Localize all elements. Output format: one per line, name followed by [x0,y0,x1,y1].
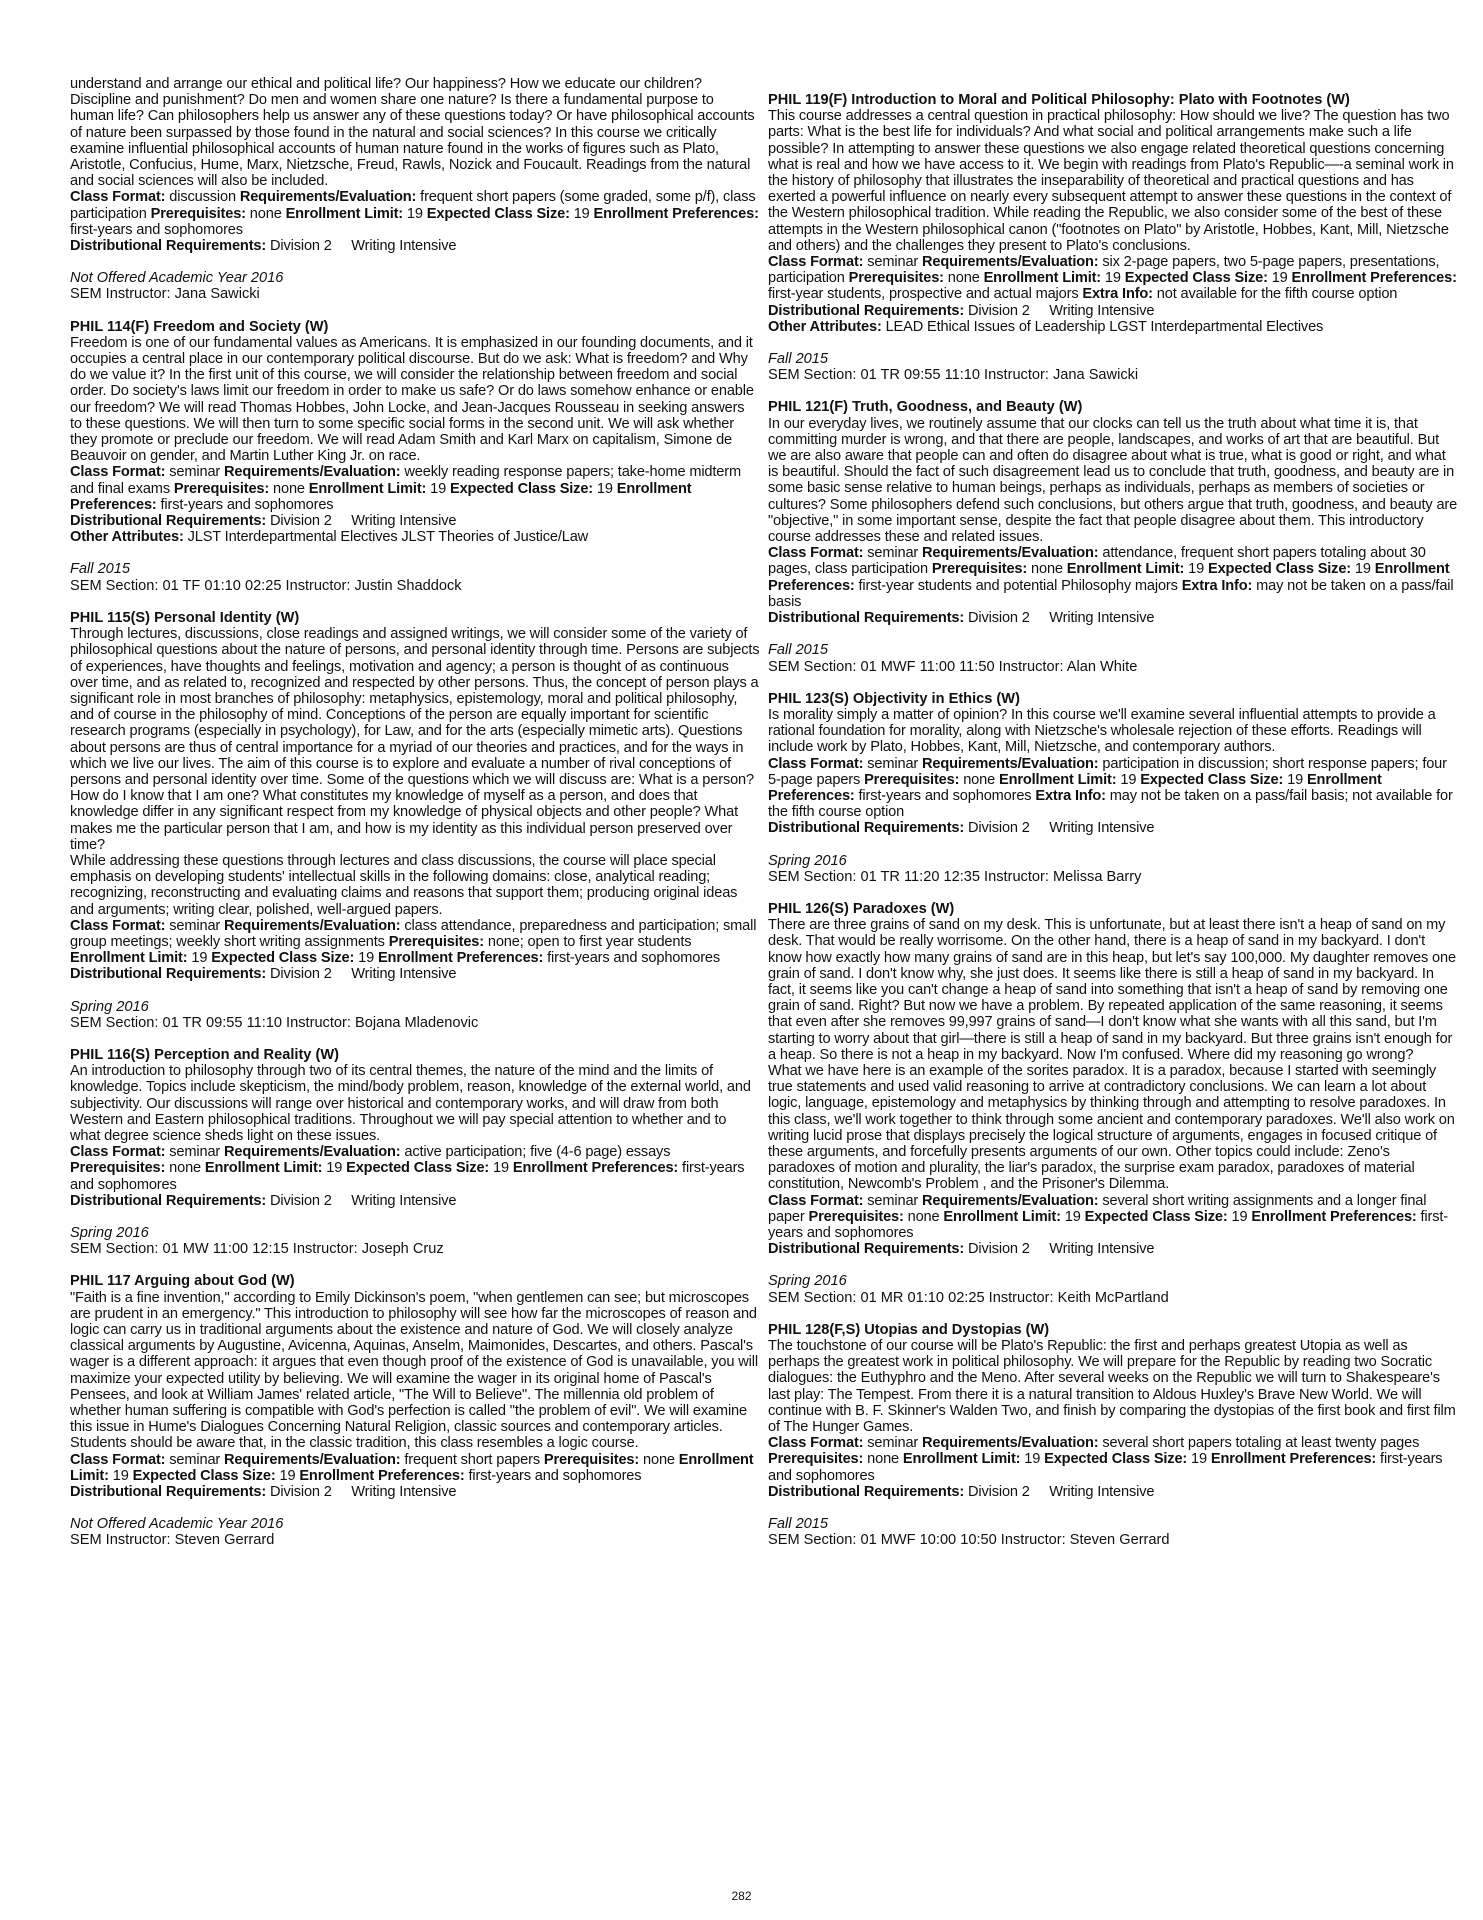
meta-label: Expected Class Size: [1084,1208,1228,1225]
right-column [768,92,1458,1564]
meta-value: 19 [1227,1208,1252,1225]
course-entry [768,92,1458,383]
meta-label: Expected Class Size: [211,950,355,967]
meta-value: seminar [165,1451,225,1468]
meta-value: none [165,1160,205,1177]
meta-label: Expected Class Size: [1208,561,1352,578]
course-requirements [70,464,760,513]
course-entry [70,1047,760,1257]
meta-label: Expected Class Size: [426,205,570,222]
meta-label: Extra Info: [1035,787,1106,804]
course-term: Fall 2015 [768,642,829,659]
dist-value: Division 2 Writing Intensive [270,966,457,983]
meta-label: Prerequisites: [150,205,246,222]
course-section: SEM Instructor: Jana Sawicki [70,286,260,303]
course-requirements [768,545,1458,610]
extra-info-value: not available for the fifth course option [1152,286,1398,303]
meta-label: Class Format: [70,917,166,934]
meta-value: first-years and sophomores [543,950,721,967]
course-title: PHIL 116(S) Perception and Reality (W) [70,1046,339,1063]
meta-value: frequent short papers [400,1451,544,1468]
meta-label: Class Format: [70,189,166,206]
course-section: SEM Section: 01 TR 09:55 11:10 Instructor: Bojana Mladenovic [70,1014,479,1031]
course-requirements [70,918,760,967]
meta-value: 19 [187,950,212,967]
meta-label: Expected Class Size: [346,1160,490,1177]
meta-label: Enrollment Preferences: [768,771,1382,804]
distributional-requirements [768,303,1458,319]
meta-label: Enrollment Preferences: [299,1467,465,1484]
course-section: SEM Instructor: Steven Gerrard [70,1532,275,1549]
meta-label: Enrollment Preferences: [512,1160,679,1177]
meta-label: Requirements/Evaluation: [922,545,1099,562]
distributional-requirements [70,966,760,982]
meta-label: Prerequisites: [808,1208,904,1225]
course-entry [768,691,1458,885]
course-requirements [70,1144,760,1193]
dist-label: Distributional Requirements: [768,1241,965,1258]
meta-label: Enrollment Limit: [285,205,404,222]
dist-value: Division 2 Writing Intensive [270,1484,457,1501]
meta-label: Requirements/Evaluation: [922,1192,1099,1209]
course-section: SEM Section: 01 MWF 11:00 11:50 Instructor: Alan White [768,658,1138,675]
meta-label: Enrollment Preferences: [70,480,692,513]
meta-label: Class Format: [70,1451,166,1468]
meta-label: Enrollment Limit: [308,480,427,497]
meta-value: 19 [426,480,450,497]
meta-value: seminar [863,1192,923,1209]
dist-value: Division 2 Writing Intensive [968,1241,1155,1258]
dist-value: Division 2 Writing Intensive [968,820,1155,837]
other-label: Other Attributes: [768,318,882,335]
meta-value: 19 [1351,561,1375,578]
course-requirements [768,756,1458,821]
meta-value: active participation; five (4-6 page) essays [400,1144,671,1161]
course-entry [70,319,760,594]
dist-value: Division 2 Writing Intensive [968,302,1155,319]
other-attributes [70,529,760,545]
meta-value: none [1027,561,1067,578]
course-title: PHIL 119(F) Introduction to Moral and Political Philosophy: Plato with Footnotes (W) [768,92,1350,108]
other-value: LEAD Ethical Issues of Leadership LGST Interdepartmental Electives [885,318,1324,335]
dist-value: Division 2 Writing Intensive [270,513,457,530]
course-section: SEM Section: 01 TR 09:55 11:10 Instructor: Jana Sawicki [768,367,1139,384]
meta-label: Prerequisites: [173,480,270,497]
other-attributes [768,319,1458,335]
course-description: "Faith is a fine invention," according to Emily Dickinson's poem, "when gentlemen can see; but microscopes are prudent in an emergency." This introduction to philosophy will see how far the microscopes of reason and logic can carry us in traditional arguments about the existence and nature of God. We will closely analyze classical arguments by Augustine, Avicenna, Aquinas, Anselm, Maimonides, Descartes, and others. Pascal's wager is a different approach: it argues that even though proof of the existence of God is unavailable, you will maximize your expected utility by believing. We will examine the wager in its original home of Pascal's Pensees, and look at William James' related article, "The Will to Believe". The millennia old problem of whether human suffering is compatible with God's perfection is called "the problem of evil". We will examine this issue in Hume's Dialogues Concerning Natural Religion, classic sources and contemporary articles. Students should be aware that, in the classic tradition, this class resembles a logic course. [70,1289,758,1452]
meta-label: Enrollment Limit: [1066,561,1185,578]
meta-value: 19 [1101,270,1125,287]
other-value: JLST Interdepartmental Electives JLST Theories of Justice/Law [187,529,589,546]
meta-label: Enrollment Limit: [70,1451,754,1484]
meta-value: first-years and sophomores [854,787,1036,804]
extra-info-label: Extra Info: [1082,286,1153,303]
dist-label: Distributional Requirements: [70,1484,267,1501]
course-description: understand and arrange our ethical and political life? Our happiness? How we educate our children? Discipline and punishment? Do men and women share one nature? Is there a fundamental purpose to human life? Can philosophers help us answer any of these questions today? Or have philosophical accounts of nature been surpassed by those found in the natural and social sciences? In this course we critically examine influential philosophical accounts of human nature found in the works of figures such as Plato, Aristotle, Confucius, Hume, Marx, Nietzsche, Freud, Rawls, Nozick and Foucault. Readings from the natural and social sciences will also be included. [70,76,755,190]
meta-value: seminar [165,917,225,934]
dist-label: Distributional Requirements: [768,1483,965,1500]
course-description: Through lectures, discussions, close readings and assigned writings, we will consider some of the variety of philosophical questions about the nature of persons, and personal identity through time. Persons are subjects of experiences, have thoughts and feelings, motivation and agency; a person is thought of as continuous over time, and as related to, recognized and respected by other persons. Thus, the concept of person plays a significant role in most branches of philosophy: metaphysics, epistemology, moral and political philosophy, and of course in the philosophy of mind. Conceptions of the person are equally important for scientific research programs (especially in psychology), for Law, and for the arts (especially mimetic arts). Questions about persons are thus of central importance for a myriad of our theories and practices, and for the ways in which we live our lives. The aim of this course is to explore and evaluate a number of rival conceptions of persons and personal identity over time. Some of the questions which we will discuss are: What is a person? How do I know that I am one? What constitutes my knowledge of myself as a person, and does that knowledge differ in any significant respect from my knowledge of physical objects and other people? What makes me the particular person that I am, and how is my identity as this individual person preserved over time? [70,626,760,853]
dist-label: Distributional Requirements: [768,302,965,319]
distributional-requirements [768,1484,1458,1500]
meta-label: Extra Info: [1181,577,1253,594]
meta-label: Expected Class Size: [1140,771,1284,788]
distributional-requirements [70,238,760,254]
course-title: PHIL 126(S) Paradoxes (W) [768,900,955,917]
meta-value: seminar [863,254,923,271]
meta-value: discussion [165,189,240,206]
meta-value: 19 [108,1467,133,1484]
dist-label: Distributional Requirements: [70,238,267,255]
meta-label: Prerequisites: [388,933,484,950]
page-number: 282 [731,1889,752,1903]
distributional-requirements [768,1241,1458,1257]
course-entry [768,399,1458,674]
course-requirements [70,189,760,238]
course-term: Spring 2016 [70,998,149,1015]
meta-value: attendance, frequent short papers totaling about 30 pages, class participation [768,545,1426,578]
meta-label: Enrollment Limit: [204,1160,323,1177]
course-description-continued: While addressing these questions through lectures and class discussions, the course will place special emphasis on developing students' intellectual skills in the following domains: close, analytical reading; recognizing, reconstructing and evaluating claims and reasons that support them; producing original ideas and arguments; writing clear, polished, well-argued papers. [70,852,738,918]
distributional-requirements [70,1193,760,1209]
meta-label: Enrollment Preferences: [593,205,759,222]
course-description: In our everyday lives, we routinely assume that our clocks can tell us the truth about what time it is, that committing murder is wrong, and that there are people, landscapes, and works of art that are beautiful. But we are also aware that people can and often do disagree about what is true, what is good or right, and what is beautiful. Should the fact of such disagreement lead us to conclude that truth, goodness, and beauty are in some basic sense relative to human beings, perhaps as individuals, perhaps as members of societies or cultures? Some philosophers defend such conclusions, but others argue that truth, goodness, and beauty are "objective," in some important sense, despite the fact that people disagree about them. This introductory course addresses these and related issues. [768,415,1458,546]
meta-label: Requirements/Evaluation: [239,189,417,206]
meta-value: 19 [1184,561,1208,578]
meta-label: Enrollment Limit: [983,270,1102,287]
meta-label: Expected Class Size: [1044,1451,1188,1468]
course-title: PHIL 115(S) Personal Identity (W) [70,609,300,626]
meta-value: 19 [569,205,594,222]
meta-value: first-years and sophomores [70,1160,745,1193]
meta-value: first-year students and potential Philosophy majors [854,577,1182,594]
course-description: This course addresses a central question in practical philosophy: How should we live? The question has two parts: What is the best life for individuals? And what social and political arrangements make such a life possible? In attempting to answer these questions we also engage related theoretical questions concerning what is real and how we have access to it. We begin with readings from Plato's Republic—-a seminal work in the history of philosophy that illustrates the inseparability of theoretical and practical questions and has exerted a powerful influence on nearly every subsequent attempt to answer these questions in the context of the Western philosophical tradition. While reading the Republic, we also consider some of the best of these attempts in the Western philosophical canon ("footnotes on Plato" by Aristotle, Hobbes, Kant, Mill, Nietzsche and others) and the challenges they present to Plato's conclusions. [768,108,1454,254]
course-description: There are three grains of sand on my desk. This is unfortunate, but at least there isn't a heap of sand on my desk. That would be really worrisome. On the other hand, there is a heap of sand in my backyard. I don't know how exactly how many grains of sand are in this heap, but let's say 100,000. My daughter removes one grain of sand. I don't know why, she just does. It seems like there is still a heap of sand in my backyard. In fact, it seems like you can't change a heap of sand into something that isn't a heap of sand by removing one grain of sand. Right? But now we have a problem. By repeated application of the same reasoning, it seems that even after she removes 99,997 grains of sand—I don't know what she wants with all this sand, but I'm starting to worry about that girl—there is still a heap of sand in my backyard. But three grains isn't enough for a heap. So there is not a heap in my backyard. Now I'm confused. Where did my reasoning go wrong? [768,917,1456,1063]
meta-value: may not be taken on a pass/fail basis [768,577,1454,610]
meta-label: Enrollment Preferences: [768,561,1450,594]
meta-value: class attendance, preparedness and participation; small group meetings; weekly short writing assignments [70,917,757,950]
course-term: Spring 2016 [70,1225,149,1241]
meta-label: Requirements/Evaluation: [224,917,401,934]
course-term: Spring 2016 [768,1273,847,1290]
distributional-requirements [768,610,1458,626]
meta-value: first-years and sophomores [768,1208,1448,1241]
meta-value: 19 [593,480,617,497]
meta-value: none; open to first year students [483,933,692,950]
dist-value: Division 2 Writing Intensive [270,1192,457,1209]
meta-label: Requirements/Evaluation: [224,1451,401,1468]
course-term: Fall 2015 [70,561,131,578]
meta-label: Prerequisites: [931,561,1028,578]
course-requirements [768,1435,1458,1484]
meta-label: Enrollment Limit: [902,1451,1021,1468]
meta-label: Class Format: [768,545,864,562]
course-term: Fall 2015 [768,351,829,368]
course-section: SEM Section: 01 TF 01:10 02:25 Instructor: Justin Shaddock [70,577,462,594]
meta-value: seminar [863,545,923,562]
meta-label: Prerequisites: [848,270,944,287]
dist-label: Distributional Requirements: [70,966,267,983]
dist-label: Distributional Requirements: [768,610,965,627]
meta-value: 19 [489,1160,513,1177]
course-title: PHIL 121(F) Truth, Goodness, and Beauty (W) [768,399,1083,416]
meta-value: none [269,480,309,497]
meta-value: six 2-page papers, two 5-page papers, presentations, participation [768,254,1440,287]
meta-value: several short writing assignments and a longer final paper [768,1192,1427,1225]
course-entry [70,610,760,1031]
course-term: Not Offered Academic Year 2016 [70,270,284,287]
meta-value: 19 [1267,270,1292,287]
meta-value: 19 [1020,1451,1045,1468]
meta-label: Prerequisites: [864,771,960,788]
meta-value: several short papers totaling at least twenty pages [1098,1435,1420,1452]
meta-value: seminar [863,755,923,772]
course-title: PHIL 128(F,S) Utopias and Dystopias (W) [768,1321,1050,1338]
meta-value: 19 [1116,771,1141,788]
meta-value: none [245,205,286,222]
meta-value: seminar [165,464,225,481]
meta-label: Requirements/Evaluation: [922,1435,1099,1452]
meta-label: Expected Class Size: [1124,270,1268,287]
meta-value: none [943,270,984,287]
course-term: Fall 2015 [768,1516,829,1533]
meta-value: none [959,771,999,788]
course-entry [768,901,1458,1306]
course-requirements [70,1452,760,1484]
course-title: PHIL 117 Arguing about God (W) [70,1273,295,1290]
course-entry [70,1273,760,1548]
course-term: Spring 2016 [768,852,847,869]
course-intro [70,76,760,303]
meta-value: seminar [863,1435,923,1452]
meta-value: none [863,1451,903,1468]
meta-value: 19 [275,1467,300,1484]
meta-value: first-years and sophomores [464,1467,642,1484]
meta-value: none [903,1208,944,1225]
course-description-continued: What we have here is an example of the sorites paradox. It is a paradox, because I started with seemingly true statements and used valid reasoning to arrive at contradictory conclusions. We can learn a lot about logic, language, epistemology and metaphysics by thinking through and attempting to resolve paradoxes. In this class, we'll work together to think through some ancient and contemporary paradoxes. We'll also work on writing lucid prose that displays precisely the logical structure of arguments, engages in focused critique of these arguments, and forcefully presents arguments of our own. Other topics could include: Zeno's paradoxes of motion and plurality, the liar's paradox, the surprise exam paradox, paradoxes of material constitution, Newcomb's Problem , and the Prisoner's Dilemma. [768,1062,1455,1193]
course-section: SEM Section: 01 MW 11:00 12:15 Instructor: Joseph Cruz [70,1241,444,1258]
meta-label: Class Format: [768,755,864,772]
meta-value: participation in discussion; short response papers; four 5-page papers [768,755,1447,788]
course-description: An introduction to philosophy through two of its central themes, the nature of the mind and the limits of knowledge. Topics include skepticism, the mind/body problem, reason, knowledge of the external world, and subjectivity. Our discussions will range over historical and contemporary works, and will draw from both Western and Eastern philosophical traditions. Throughout we will pay special attention to whether and to what degree science sheds light on these issues. [70,1063,751,1144]
meta-label: Class Format: [70,464,166,481]
course-section: SEM Section: 01 MR 01:10 02:25 Instructor: Keith McPartland [768,1289,1169,1306]
course-description: The touchstone of our course will be Plato's Republic: the first and perhaps greatest Utopia as well as perhaps the greatest work in political philosophy. We will prepare for the Republic by reading two Socratic dialogues: the Euthyphro and the Meno. After several weeks on the Republic we will turn to Shakespeare's last play: The Tempest. From there it is a natural transition to Aldous Huxley's Brave New World. We will continue with B. F. Skinner's Walden Two, and finish by comparing the dystopias of the first book and first film of The Hunger Games. [768,1338,1456,1436]
course-title: PHIL 123(S) Objectivity in Ethics (W) [768,690,1020,707]
course-requirements [768,1193,1458,1242]
meta-label: Enrollment Preferences: [1251,1208,1417,1225]
meta-value: 19 [354,950,378,967]
course-requirements [768,254,1458,303]
meta-value: 19 [1060,1208,1085,1225]
meta-label: Class Format: [768,1192,864,1209]
meta-label: Prerequisites: [768,1451,864,1468]
meta-value: none [639,1451,679,1468]
meta-value: 19 [1283,771,1307,788]
meta-label: Class Format: [768,254,864,271]
meta-value: frequent short papers (some graded, some p/f), class participation [70,189,756,222]
meta-value: first-years and sophomores [156,496,334,513]
meta-value: first-year students, prospective and actual majors [768,286,1079,303]
meta-label: Enrollment Limit: [999,771,1117,788]
distributional-requirements [768,820,1458,836]
course-title: PHIL 114(F) Freedom and Society (W) [70,318,329,335]
dist-value: Division 2 Writing Intensive [968,610,1155,627]
dist-label: Distributional Requirements: [768,820,965,837]
meta-value: weekly reading response papers; take-home midterm and final exams [70,464,741,497]
meta-value: 19 [1187,1451,1211,1468]
dist-value: Division 2 Writing Intensive [968,1483,1155,1500]
course-entry [768,1322,1458,1549]
meta-value: first-years and sophomores [768,1451,1443,1484]
meta-label: Prerequisites: [543,1451,640,1468]
meta-label: Expected Class Size: [450,480,594,497]
meta-label: Class Format: [768,1435,864,1452]
meta-value: 19 [403,205,427,222]
course-description: Freedom is one of our fundamental values as Americans. It is emphasized in our founding documents, and it occupies a central place in our contemporary political discourse. But do we ask: What is freedom? and Why do we value it? In the first unit of this course, we will consider the relationship between freedom and social order. Do society's laws limit our freedom in order to make us safe? Or do laws somehow enhance or enable our freedom? We will read Thomas Hobbes, John Locke, and Jean-Jacques Rousseau in seeking answers to these questions. We will then turn to some specific social forms in the second unit. We will ask whether they promote or preclude our freedom. We will read Adam Smith and Karl Marx on capitalism, Simone de Beauvoir on gender, and Martin Luther King Jr. on race. [70,334,754,465]
meta-value: first-years and sophomores [70,221,243,238]
meta-label: Enrollment Limit: [70,950,188,967]
dist-label: Distributional Requirements: [70,1192,267,1209]
meta-label: Class Format: [70,1144,166,1161]
meta-label: Requirements/Evaluation: [922,254,1099,271]
meta-label: Enrollment Limit: [943,1208,1061,1225]
course-term: Not Offered Academic Year 2016 [70,1516,284,1533]
meta-label: Requirements/Evaluation: [922,755,1099,772]
meta-label: Prerequisites: [70,1160,166,1177]
meta-value: 19 [322,1160,347,1177]
left-column [70,76,760,1565]
other-label: Other Attributes: [70,529,184,546]
distributional-requirements [70,513,760,529]
meta-value: may not be taken on a pass/fail basis; not available for the fifth course option [768,787,1453,821]
meta-value: seminar [165,1144,225,1161]
meta-label: Requirements/Evaluation: [224,464,401,481]
course-description: Is morality simply a matter of opinion? In this course we'll examine several influential attempts to provide a rational foundation for morality, along with Nietzsche's wholesale rejection of these efforts. Readings will include work by Plato, Hobbes, Kant, Mill, Nietzsche, and contemporary authors. [768,706,1436,756]
meta-label: Enrollment Preferences: [1291,270,1457,287]
dist-label: Distributional Requirements: [70,513,267,530]
meta-label: Requirements/Evaluation: [224,1144,401,1161]
dist-value: Division 2 Writing Intensive [270,238,457,255]
meta-label: Enrollment Preferences: [1210,1451,1377,1468]
course-section: SEM Section: 01 TR 11:20 12:35 Instructor: Melissa Barry [768,868,1142,885]
course-section: SEM Section: 01 MWF 10:00 10:50 Instructor: Steven Gerrard [768,1532,1170,1549]
meta-label: Expected Class Size: [132,1467,276,1484]
meta-label: Enrollment Preferences: [377,950,544,967]
distributional-requirements [70,1484,760,1500]
